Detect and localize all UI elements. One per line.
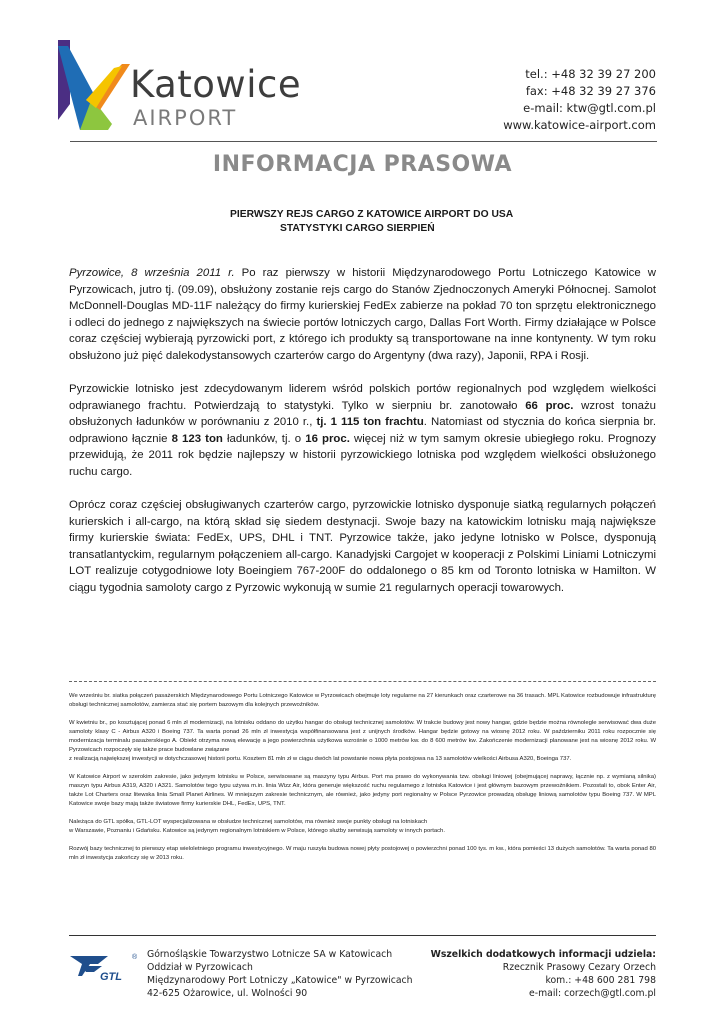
- press-contact-heading: Wszelkich dodatkowych informacji udziela:: [430, 949, 656, 960]
- headline-line-2: STATYSTYKI CARGO SIERPIEŃ: [280, 223, 435, 234]
- brand-name: Katowice: [130, 63, 302, 106]
- p2-text-e: ładunków, tj. o: [222, 432, 306, 445]
- footnote-4-a: Należąca do GTL spółka, GTL-LOT wyspecjalizowana w obsłudze technicznej samolotów, ma również swoje punkty obsługi na lotniskach: [69, 819, 428, 825]
- company-line: 42-625 Ożarowice, ul. Wolności 90: [147, 988, 308, 999]
- contact-block: [503, 66, 656, 134]
- footnote-2-b: z realizacją największej inwestycji w dotychczasowej historii portu. Kosztem 81 mln zł w ciągu dwóch lat powstanie nowa płyta postojowa na 13 samolotów wielkości Airbusa A320, Boeinga 737.: [69, 756, 572, 762]
- footer-divider: [69, 935, 656, 936]
- gtl-registered-mark: ®: [132, 954, 138, 961]
- paragraph-2: [69, 381, 656, 480]
- footnote-1: We wrześniu br. siatka połączeń pasażerskich Międzynarodowego Portu Lotniczego Katowice w Pyrzowicach obejmuje loty regularne na 27 kierunkach oraz czarterowe na 36 trasach. MPL Katowice rozbudowuje infrastrukturę obsługi technicznej samolotów, zamierza stać się portem bazowym dla kolejnych przewoźników.: [69, 693, 656, 708]
- dateline: Pyrzowice, 8 września 2011 r.: [69, 267, 235, 279]
- gtl-logo: [68, 950, 140, 986]
- press-contact-line: Rzecznik Prasowy Cezary Orzech: [502, 962, 656, 973]
- stat-growth-august: 66 proc.: [525, 399, 574, 412]
- stat-growth-ytd: 16 proc.: [305, 432, 350, 445]
- contact-tel: tel.: +48 32 39 27 200: [525, 67, 656, 81]
- contact-website: www.katowice-airport.com: [503, 118, 656, 132]
- contact-email: e-mail: ktw@gtl.com.pl: [523, 101, 656, 115]
- p2-text-a: Pyrzowickie lotnisko jest zdecydowanym liderem wśród polskich portów regionalnych pod względem wielkości odprawianego frachtu. Potwierdzają to statystyki. Tylko w sierpniu br. zanotowało: [69, 383, 656, 412]
- press-contact-line: kom.: +48 600 281 798: [545, 975, 656, 986]
- company-address: [147, 948, 413, 1000]
- footnote-2: [69, 719, 656, 764]
- headline: [230, 208, 513, 236]
- paragraph-1: [69, 265, 656, 364]
- footnote-divider: [69, 681, 656, 682]
- p2-text-d: . Natomiast od stycznia do końca sierpnia br. odprawiono łącznie: [69, 416, 656, 445]
- footnote-3: W Katowice Airport w szerokim zakresie, jako jedynym lotnisku w Polsce, serwisowane są maszyny typu Airbus. Port ma prawo do wykonywania tzw. obsługi liniowej (obejmującej naprawy, łącznie np. z wymianą silnika) maszyn typu Airbus A319, A320 i A321. Samolotów tego typu używa m.in. linia Wizz Air, która generuje większość ruchu regularnego z lotniska Katowice i jest głównym bazowym przewoźnikiem. Pozostali to, obok Enter Air, także Lot Charters oraz litewska linia Small Planet Airlines. W mniejszym zakresie technicznym, ale również, jako jedyny port regionalny w Polsce Pyrzowice prowadzą obsługę liniową samolotów typu Boeing 737. W MPL Katowice swoje bazy mają także światowe firmy kurierskie DHL, FedEx, UPS, TNT.: [69, 774, 656, 807]
- press-contact-line: e-mail: corzech@gtl.com.pl: [529, 988, 656, 999]
- stat-tonnage-august: tj. 1 115 ton frachtu: [316, 416, 424, 428]
- footnote-4-b: w Warszawie, Poznaniu i Gdańsku. Katowice są jedynym regionalnym lotniskiem w Polsce, którego służby serwisują samoloty w innych portach.: [69, 828, 445, 834]
- company-line: Międzynarodowy Port Lotniczy „Katowice" w Pyrzowicach: [147, 975, 413, 986]
- footnote-4: [69, 818, 656, 836]
- paragraph-1-text: Po raz pierwszy w historii Międzynarodowego Portu Lotniczego Katowice w Pyrzowicach, jutro tj. (09.09), obsłużony zostanie rejs cargo do Stanów Zjednoczonych Ameryki Północnej. Samolot McDonnell-Douglas MD-11F należący do firmy kurierskiej FedEx zabierze na pokład 70 ton sprzętu elektronicznego i odleci do jednego z największych na świecie portów lotniczych cargo, Dallas Fort Worth. Firmy działające w Polsce coraz częściej wybierają pyrzowicki port, z którego ich produkty są transportowane na inne kontynenty. W tym roku obsłużono już pięć dalekodystansowych czarterów cargo do Argentyny (dwa razy), Japonii, RPA i Rosji.: [69, 267, 656, 362]
- gtl-logo-text: GTL: [100, 971, 122, 983]
- header-divider: [70, 141, 657, 142]
- footnote-5: Rozwój bazy technicznej to pierwszy etap wieloletniego programu inwestycyjnego. W maju ruszyła budowa nowej płyty postojowej o powierzchni ponad 100 tys. m kw., która pomieści 13 dużych samolotów. Ta warta ponad 80 mln zł inwestycja zakończy się w 2013 roku.: [69, 846, 656, 861]
- footnotes: [69, 692, 656, 872]
- p2-text-c: wzrost tonażu obsłużonych ładunków w porównaniu z 2010 r.,: [69, 399, 656, 428]
- stat-tonnage-ytd: 8 123 ton: [171, 432, 223, 445]
- footnote-2-a: W kwietniu br., po kosztującej ponad 6 mln zł modernizacji, na lotnisku oddano do użytku hangar do obsługi technicznej samolotów. W trakcie budowy jest nowy hangar, gdzie będzie można równolegle serwisować dwa duże samoloty klasy C - Airbus A320 i Boeing 737. Ta warta ponad 26 mln zł inwestycja współfinansowana jest z unijnych środków. Hangar będzie gotowy na wiosnę 2012 roku. W październiku 2011 roku rozpocznie się modernizacja terminalu pasażerskiego A. Obiekt otrzyma nową elewację a jego powierzchnia użytkowa wzrośnie o 1000 metrów kw. do 8 600 metrów kw. Zakończenie modernizacji planowane jest na wiosnę 2012 roku. W Pyrzowicach rozpoczęły się także prace budowlane związane: [69, 720, 656, 753]
- company-line: Górnośląskie Towarzystwo Lotnicze SA w Katowicach: [147, 949, 393, 960]
- p2-text-f: więcej niż w tym samym okresie ubiegłego roku. Prognozy przewidują, że 2011 rok będzie najlepszy w historii pyrzowickiego lotniska pod względem wielkości obsłużonego ruchu cargo.: [69, 432, 656, 478]
- company-line: Oddział w Pyrzowicach: [147, 962, 253, 973]
- brand-subtitle: AIRPORT: [133, 106, 238, 130]
- contact-fax: fax: +48 32 39 27 376: [525, 84, 656, 98]
- press-release-title: INFORMACJA PRASOWA: [212, 152, 513, 177]
- headline-line-1: PIERWSZY REJS CARGO Z KATOWICE AIRPORT DO USA: [230, 209, 514, 220]
- paragraph-3: Oprócz coraz częściej obsługiwanych czarterów cargo, pyrzowickie lotnisko dysponuje siatką regularnych połączeń kurierskich i all-cargo, na którą skład się siedem destynacji. Swoje bazy na katowickim lotnisku mają największe firmy kurierskie świata: FedEx, UPS, DHL i TNT. Pyrzowice także, jako jedyne lotnisko w Polsce, dysponują transatlantyckim, regularnym połączeniem all-cargo. Kanadyjski Cargojet w kooperacji z Polskimi Liniami Lotniczymi LOT realizuje cotygodniowe loty Boeingiem 767-200F do oddalonego o 85 km od Toronto lotniska w Hamilton. W ciągu tygodnia samoloty cargo z Pyrzowic wykonują w sumie 21 regularnych operacji towarowych.: [69, 499, 656, 594]
- press-contact: [431, 948, 656, 1000]
- article-body: [69, 265, 656, 613]
